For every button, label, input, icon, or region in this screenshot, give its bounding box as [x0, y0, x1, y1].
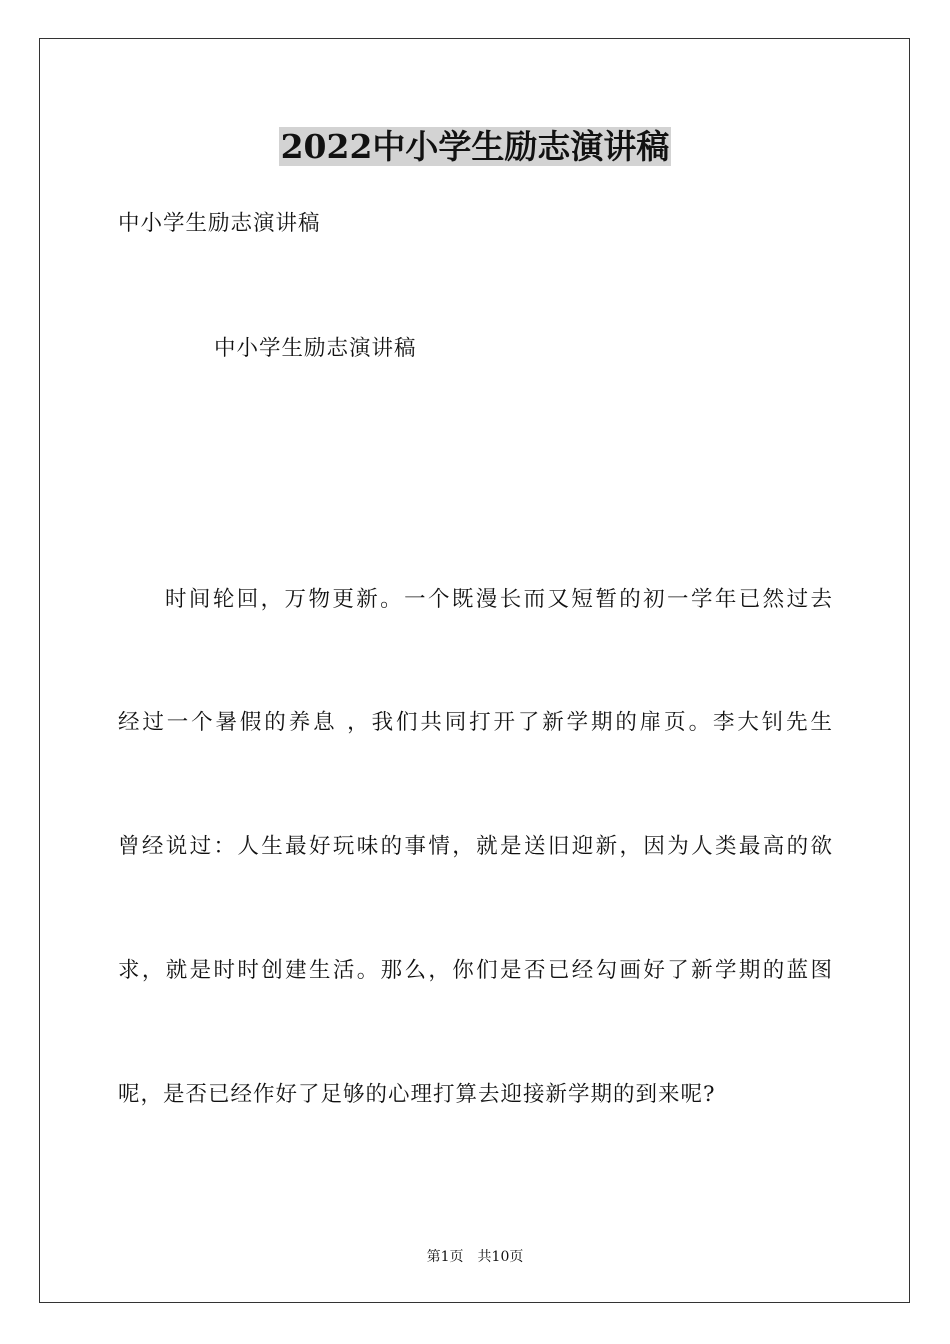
paragraph-line: 求，就是时时创建生活。那么，你们是否已经勾画好了新学期的蓝图: [118, 958, 832, 983]
document-title-text: 2022中小学生励志演讲稿: [280, 127, 670, 166]
paragraph-line: 经过一个暑假的养息 ，我们共同打开了新学期的扉页。李大钊先生: [118, 710, 832, 735]
document-title: [0, 124, 950, 170]
subtitle-secondary: 中小学生励志演讲稿: [214, 336, 417, 361]
page-number-footer: 第1页 共10页: [426, 1249, 524, 1265]
paragraph-line: 时间轮回，万物更新。一个既漫长而又短暂的初一学年已然过去: [165, 587, 832, 612]
subtitle-primary: 中小学生励志演讲稿: [118, 211, 321, 236]
paragraph-line: 曾经说过：人生最好玩味的事情，就是送旧迎新，因为人类最高的欲: [118, 834, 832, 859]
paragraph-line: 呢，是否已经作好了足够的心理打算去迎接新学期的到来呢?: [118, 1082, 716, 1107]
